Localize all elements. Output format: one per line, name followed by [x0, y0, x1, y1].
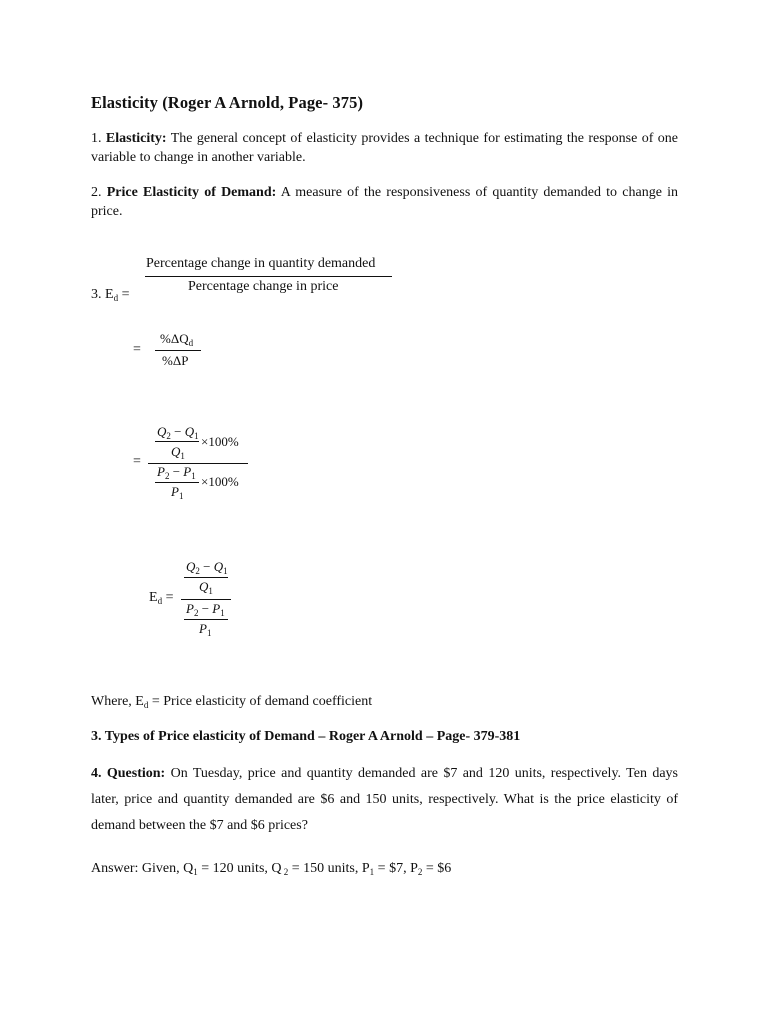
p-difference: $P_2 - P_1$ — [157, 464, 196, 481]
item-number: 2. — [91, 185, 107, 200]
times-100-percent: ×100% — [201, 474, 239, 489]
fraction-bar — [184, 577, 228, 578]
question-text: On Tuesday, price and quantity demanded are $7 and 120 units, respectively. Ten days later, price and quantity demanded are $6 and 150 units, respectively. What is the price elasticity of demand between the $7 and $6 prices? — [91, 766, 678, 833]
equals-sign: = — [133, 454, 141, 469]
term-elasticity: Elasticity: — [105, 131, 167, 146]
fraction-bar — [155, 441, 199, 442]
section-heading-types: 3. Types of Price elasticity of Demand – Roger A Arnold – Page- 379-381 — [91, 729, 521, 744]
formula-numerator: Percentage change in quantity demanded — [146, 256, 376, 271]
term-price-elasticity: Price Elasticity of Demand: — [106, 185, 277, 200]
main-fraction-bar — [181, 599, 231, 600]
p1-denominator: $P_1$ — [171, 484, 184, 501]
q1-denominator: $Q_1$ — [199, 579, 213, 596]
fraction-bar — [184, 619, 228, 620]
q1-denominator: $Q_1$ — [171, 444, 185, 461]
delta-quantity: $\%\Delta Q_d$ — [160, 331, 194, 348]
paragraph-elasticity — [91, 129, 678, 167]
formula-lhs: 3. $E_d$ = — [91, 287, 130, 303]
equals-sign: = — [133, 342, 141, 357]
paragraph-price-elasticity — [91, 183, 678, 221]
answer-given: Answer: Given, $Q_1 = 120$ units, Q $_2$ = 150 units, $P_1$ = $7, $P_2$ = $6 — [91, 861, 452, 877]
p-difference: $P_2 - P_1$ — [186, 601, 225, 618]
definition-price-elasticity: A measure of the responsiveness of quantity demanded to change in price. — [91, 185, 678, 219]
fraction-bar — [155, 482, 199, 483]
page-title: Elasticity (Roger A Arnold, Page- 375) — [91, 93, 364, 112]
formula-denominator: Percentage change in price — [188, 279, 339, 294]
fraction-bar — [145, 276, 392, 277]
question-label: 4. Question: — [91, 766, 166, 781]
times-100-percent: ×100% — [201, 434, 239, 449]
item-number: 1. — [91, 131, 106, 146]
fraction-bar — [155, 350, 201, 351]
q-difference: $Q_2 - Q_1$ — [186, 559, 228, 576]
delta-price: %ΔP — [162, 353, 189, 368]
p1-denominator: $P_1$ — [199, 621, 212, 638]
where-definition: Where, $E_d$ = Price elasticity of demand coefficient — [91, 694, 373, 710]
formula-lhs: $E_d$ = — [149, 590, 174, 606]
definition-elasticity: The general concept of elasticity provides a technique for estimating the response of one variable to change in another variable. — [91, 131, 679, 165]
q-difference: $Q_2 - Q_1$ — [157, 424, 199, 441]
paragraph-question — [91, 761, 678, 839]
